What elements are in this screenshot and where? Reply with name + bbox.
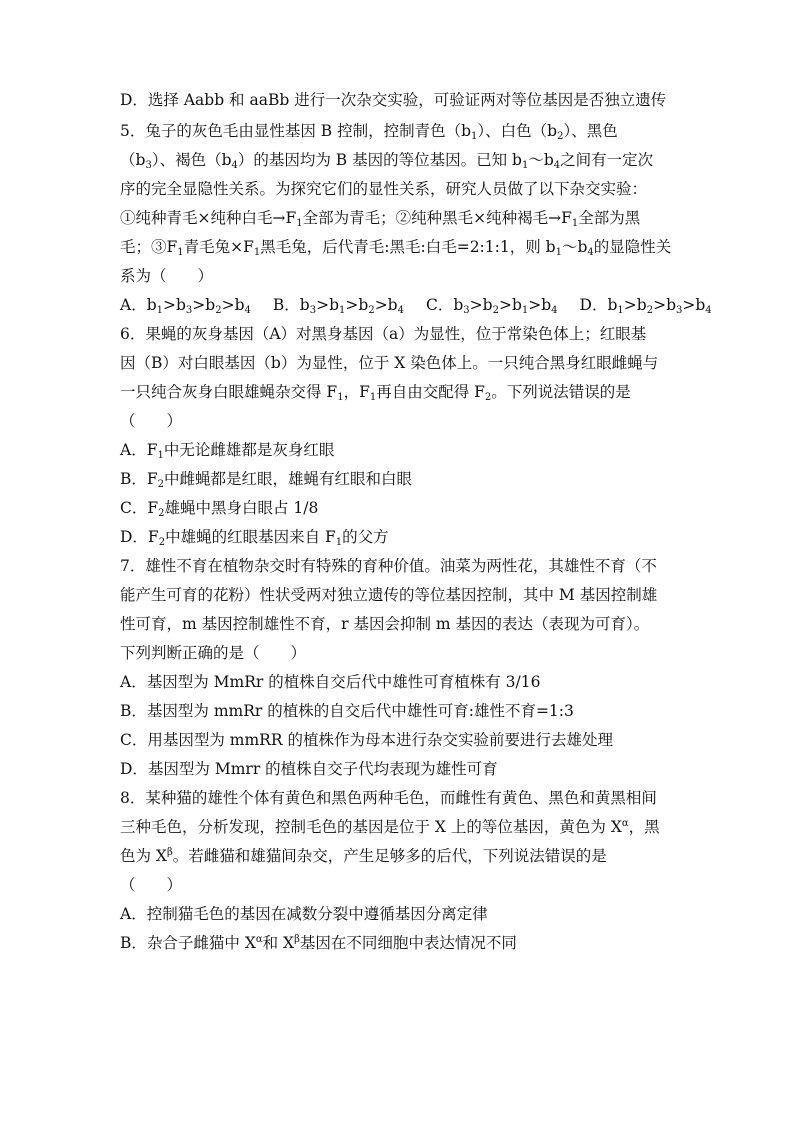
q4-option-d: D．选择 Aabb 和 aaBb 进行一次杂交实验，可验证两对等位基因是否独立遗传 — [120, 91, 667, 109]
q6-line-4: （ ） — [120, 412, 183, 430]
q6-option-d: D．$F_2$中雄蝇的红眼基因来自 $F_1$的父方 — [120, 528, 389, 548]
q7-option-c: C．用基因型为 mmRR 的植株作为母本进行杂交实验前要进行去雄处理 — [120, 731, 613, 749]
q5-line-2: $(b_3)$、褐色$(b_4)$的基因均为 B 基因的等位基因。已知 $b_1\sim b_4$之间有一定次 — [120, 151, 654, 171]
q5-option-c: C．$b_3>b_2>b_1>b_4$ — [425, 296, 558, 316]
q5-line-5: 毛；$③F_1$青毛兔$\times F_1$黑毛兔，后代青毛:黑毛:白毛=2:1:1，则 $b_1\sim b_4$的显隐性关 — [120, 238, 672, 258]
q6-option-c: C．$F_2$雄蝇中黑身白眼占 1/8 — [120, 499, 319, 519]
exam-page — [120, 86, 712, 958]
q6-line-3: 一只纯合灰身白眼雄蝇杂交得 $F_1$，$F_1$再自由交配得 $F_2$。下列说法错误的是 — [120, 383, 631, 403]
q8-option-b: B．杂合子雌猫中 $X^\alpha$和 $X^\beta$基因在不同细胞中表达情况不同 — [120, 934, 517, 952]
q7-option-a: A．基因型为 MmRr 的植株自交后代中雄性可育植株有 3/16 — [120, 673, 541, 691]
q8-line-1: 8．某种猫的雄性个体有黄色和黑色两种毛色，而雌性有黄色、黑色和黄黑相间 — [120, 789, 657, 807]
q7-line-2: 能产生可育的花粉）性状受两对独立遗传的等位基因控制，其中 M 基因控制雄 — [120, 586, 658, 604]
q7-option-d: D．基因型为 Mmrr 的植株自交子代均表现为雄性可育 — [120, 760, 498, 778]
q8-option-a: A．控制猫毛色的基因在减数分裂中遵循基因分离定律 — [120, 905, 488, 923]
q5-option-d: D．$b_1>b_2>b_3>b_4$ — [579, 296, 712, 316]
q5-option-b: B．$b_3>b_1>b_2>b_4$ — [272, 296, 404, 316]
q5-option-a: A．$b_1>b_3>b_2>b_4$ — [120, 296, 251, 316]
q8-line-2: 三种毛色，分析发现，控制毛色的基因是位于 X 上的等位基因，黄色为 $X^\alpha$，黑 — [120, 818, 660, 836]
q7-line-4: 下列判断正确的是（ ） — [120, 644, 307, 662]
q6-line-2: 因（B）对白眼基因（b）为显性，位于 X 染色体上。一只纯合黑身红眼雌蝇与 — [120, 354, 659, 372]
q8-line-4: （ ） — [120, 876, 183, 894]
q6-line-1: 6．果蝇的灰身基因（A）对黑身基因（a）为显性，位于常染色体上；红眼基 — [120, 325, 647, 343]
q8-line-3: 色为 $X^\beta$。若雌猫和雄猫间杂交，产生足够多的后代，下列说法错误的是 — [120, 847, 607, 865]
q5-options — [120, 291, 712, 320]
q7-line-1: 7．雄性不育在植物杂交时有特殊的育种价值。油菜为两性花，其雄性不育（不 — [120, 557, 657, 575]
q5-line-1: 5．兔子的灰色毛由显性基因 B 控制，控制青色$(b_1)$、白色$(b_2)$、黑色 — [120, 122, 618, 142]
q5-line-4: ①纯种青毛×纯种白毛$\to F_1$全部为青毛；②纯种黑毛×纯种褐毛$\to F_1$全部为黑 — [120, 209, 641, 229]
q6-option-b: B．$F_2$中雌蝇都是红眼，雄蝇有红眼和白眼 — [120, 470, 413, 490]
q7-line-3: 性可育，m 基因控制雄性不育，r 基因会抑制 m 基因的表达（表现为可育）。 — [120, 615, 650, 633]
q7-option-b: B．基因型为 mmRr 的植株的自交后代中雄性可育:雄性不育=1:3 — [120, 702, 574, 720]
q5-line-6: 系为（ ） — [120, 267, 214, 285]
q5-line-3: 序的完全显隐性关系。为探究它们的显性关系，研究人员做了以下杂交实验： — [120, 180, 648, 198]
q6-option-a: A．$F_1$中无论雌雄都是灰身红眼 — [120, 441, 335, 461]
